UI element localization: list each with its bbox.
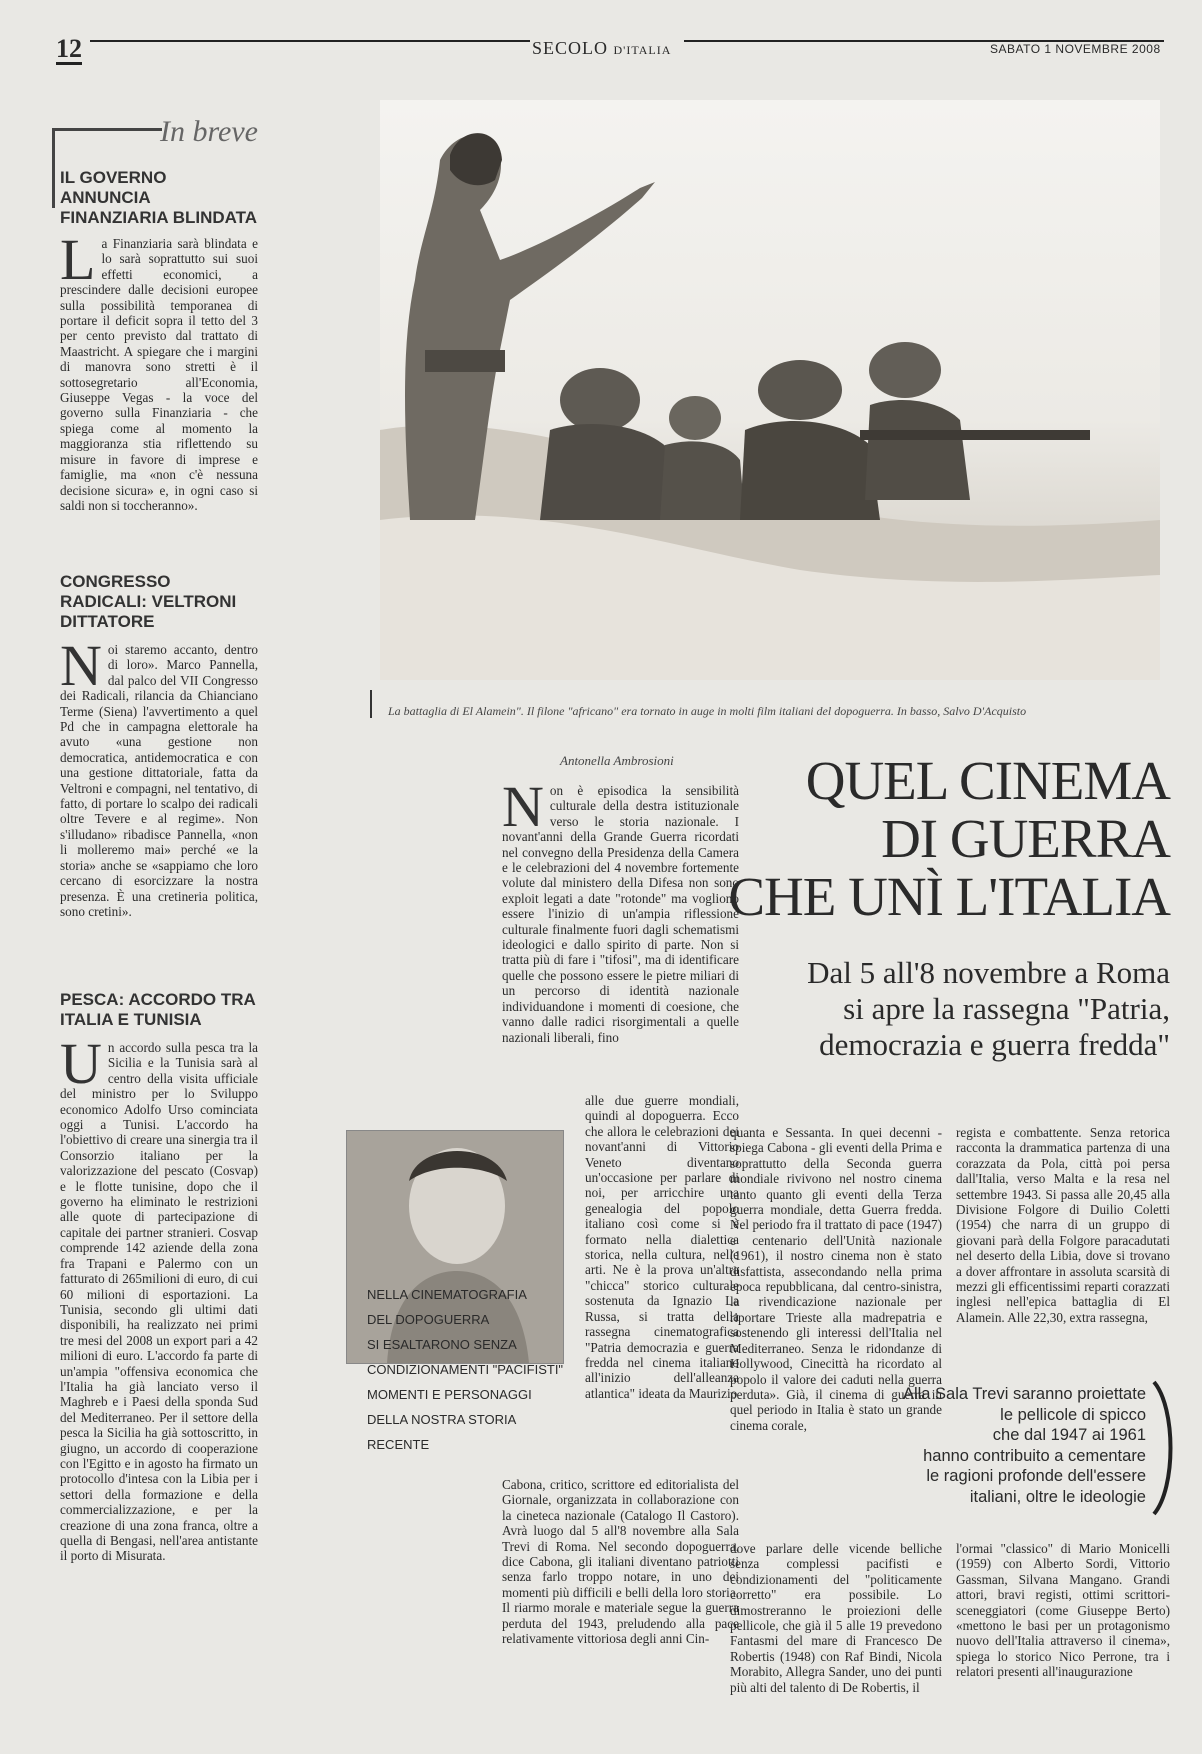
article-col3-bottom-text: l'ormai "classico" di Mario Monicelli (1959) con Alberto Sordi, Vittorio Gassman, Silvana Mangano. Grandi attori, bravi registi, ottimi scrittori-sceneggiatori (come Giuseppe Berto) «mettono le basi per un protagonismo nuovo dell'Italia attraverso il cinema», spiega lo storico Nico Perrone, tra i relatori presenti all'inaugurazione [956,1541,1170,1680]
issue-date: SABATO 1 NOVEMBRE 2008 [990,42,1161,56]
pull-quote-line-3: che dal 1947 ai 1961 [992,1426,1146,1444]
masthead [532,38,671,59]
masthead-title: SECOLO [532,38,609,58]
pull-quote-line-1: Alla Sala Trevi saranno proiettate [902,1385,1146,1403]
inset-caption-line-4: CONDIZIONAMENTI "PACIFISTI" [367,1362,564,1377]
subhead-line-2: si apre la rassegna "Patria, [843,991,1170,1026]
headline-line-2: DI GUERRA [881,808,1170,869]
article-col1-bottom-text: Cabona, critico, scrittore ed editorialista del Giornale, organizzata in collaborazione con la cineteca nazionale (Catalogo Il Castoro). Avrà luogo dal 5 all'8 novembre alla Sala Trevi di Roma. Nel secondo dopoguerra, dice Cabona, gli italiani diventano patriotti senza farlo troppo notare, in uno dei momenti più difficili e belli della loro storia. Il riarmo morale e materiale segue la guerra perduta del 1943, preludendo alla pace relativamente vittoriosa degli anni Cin- [502,1477,739,1647]
brief-1-headline: IL GOVERNO ANNUNCIA FINANZIARIA BLINDATA [60,168,258,227]
article-col2-top-text: quanta e Sessanta. In quei decenni - spiega Cabona - gli eventi della Prima e soprattutto della Seconda guerra mondiale rivivono nel nostro cinema tanto quanto gli eventi della Terza guerra mondiale, detta Guerra fredda. Nel periodo fra il trattato di pace (1947) e centenario dell'Unità nazionale (1961), il nostro cinema non è stato disfattista, assecondando nella prima epoca repubblicana, dal centro-sinistra, la rivendicazione nazionale per riportare Trieste alla madrepatria e sostenendo gli interessi dell'Italia nel Mediterraneo. Senza le ridondanze di Hollywood, Cinecittà ha ricordato al popolo il valore dei caduti nella guerra perduta». Già, il cinema di guerra in quel periodo in Italia è stato un grande cinema corale, [730,1125,942,1433]
brief-2 [60,572,258,919]
pull-quote [903,1384,1146,1507]
brief-3-headline: PESCA: ACCORDO TRA ITALIA E TUNISIA [60,990,256,1029]
masthead-suffix: D'ITALIA [613,43,672,57]
brief-1-body [60,227,258,513]
brief-2-body [60,633,258,919]
inset-caption-line-6: DELLA NOSTRA STORIA RECENTE [367,1412,516,1452]
article-col2-bottom [730,1541,942,1695]
briefs-corner-rule-vertical [52,128,55,208]
pull-quote-line-4: hanno contribuito a cementare [923,1446,1146,1465]
subheadline [807,955,1170,1063]
header-rule-left [90,40,530,42]
headline [728,752,1170,926]
inset-caption [367,1282,573,1457]
briefs-section-tag: In breve [160,115,258,148]
pull-quote-bracket [1150,1378,1180,1518]
subhead-line-3: democrazia e guerra fredda" [819,1027,1170,1062]
article-col1-top-text: on è episodica la sensibilità culturale della destra istituzionale verso le storia nazionale. I novant'anni della Grande Guerra ricordati nel convegno della Presidenza della Camera e le celebrazioni del 4 novembre fortemente volute dal ministero della Difesa non sono exploit legati a date "rotonde" ma vogliono essere l'inizio di un'ampia riflessione culturale finalmente fuori dagli schematismi ideologici e dallo spirito di parte. Non si tratta più di fare i "tifosi", ma di identificare quelle che possono essere le pietre miliari di un percorso di identità nazionale individuandone i momenti di coesione, che vanno dalle radici risorgimentali a quelle nazionali liberali, fino [502,783,739,1045]
article-col1-narrow-text: alle due guerre mondiali, quindi al dopoguerra. Ecco che allora le celebrazioni dei novant'anni di Vittorio Veneto diventano un'occasione per parlare di noi, per arricchire una genealogia del popolo italiano così come si è formato nella dialettica storica, nella cultura, nelle arti. Ne è la prova un'altra "chicca" storico culturale sostenuta da Ignazio La Russa, si tratta della rassegna cinematografica "Patria democrazia e guerra fredda nel cinema italiano all'inizio dell'alleanza atlantica" ideata da Maurizio [585,1093,739,1401]
brief-3-text: n accordo sulla pesca tra la Sicilia e la Tunisia sarà al centro della visita ufficiale del ministro per lo Sviluppo economico Adolfo Urso cominciata oggi a Tunisi. L'accordo ha l'obiettivo di creare una sinergia tra il Consorzio italiano per la valorizzazione del pescato (Cosvap) e le flotte tunisine, dopo che il governo ha eliminato le restrizioni alle quote di partecipazione di capitale dei partner stranieri. Cosvap comprende 142 aziende della zona fra Trapani e Palermo con un fatturato di 265milioni di euro, di cui 60 milioni di esportazioni. La Tunisia, secondo gli ultimi dati disponibili, ha realizzato nei primi tre mesi del 2008 un export pari a 42 milioni di euro. L'accordo fa parte di un'ampia "offensiva economica che l'Italia ha già lanciato verso il Maghreb e i Paesi della sponda Sud del Mediterraneo. Per il settore della pesca la Sicilia ha già sottoscritto, in giugno, un accordo di cooperazione con l'Egitto e in agosto ha firmato un protocollo d'intesa con la Libia per i settori della formazione e della commercializzazione, e per la creazione di una zona franca, oltre a quella di Bengasi, nell'area antistante il porto di Misurata. [60,1040,258,1564]
article-col3-bottom [956,1541,1170,1680]
inset-caption-line-2: DEL DOPOGUERRA [367,1312,490,1327]
war-photo [380,100,1160,680]
pull-quote-line-5: le ragioni profonde dell'essere [926,1467,1146,1485]
article-col1-bottom [502,1477,739,1646]
byline: Antonella Ambrosioni [560,753,674,768]
article-col2-bottom-text: dove parlare delle vicende belliche senza complessi pacifisti e condizionamenti del "politicamente corretto" era possibile. Lo dimostreranno le proiezioni delle pellicole, che già il 5 alle 19 prevedono Fantasmi del mare di Francesco De Robertis (1948) con Raf Bindi, Nicola Morabito, Allegra Sander, uno dei punti più alti del talento di De Robertis, il [730,1541,942,1695]
article-col3-top-text: regista e combattente. Senza retorica racconta la drammatica partenza di una corazzata da Pola, città poi persa dall'Italia, verso Malta e la resa nel settembre 1943. Si passa alle 20,45 alla Divisione Folgore di Duilio Coletti (1954) che narra di un gruppo di giovani parà della Folgore paracadutati nel deserto della Libia, dove si trovano a dover affrontare in assoluta scarsità di mezzi gli efficentissimi reparti corazzati inglesi nell'epica battaglia di El Alamein. Alle 22,30, extra rassegna, [956,1125,1170,1325]
inset-caption-line-5: MOMENTI E PERSONAGGI [367,1387,532,1402]
brief-1-text: a Finanziaria sarà blindata e lo sarà soprattutto sui suoi effetti economici, a prescindere dalle decisioni europee sulla possibilità temporanea di portare il deficit sopra il tetto del 3 per cento previsto dal trattato di Maastricht. A spiegare che i margini di manovra sono stretti è il sottosegretario all'Economia, Giuseppe Vegas - la voce del governo sulla Finanziaria - che spiega come al momento la maggioranza stia riflettendo su misure in favore di imprese e famiglie, ma «non c'è nessuna decisione sicura» e, in ogni caso si saldi non si toccheranno». [60,236,258,513]
brief-1-dropcap: L [60,227,96,292]
brief-3 [60,990,258,1564]
subhead-line-1: Dal 5 all'8 novembre a Roma [807,955,1170,990]
headline-line-1: QUEL CINEMA [805,750,1170,811]
headline-line-3: CHE UNÌ L'ITALIA [728,866,1170,927]
brief-1 [60,168,258,513]
brief-3-body [60,1031,258,1564]
article-col1-top [502,774,739,1045]
page-number: 12 [56,34,82,63]
soldiers-illustration [380,100,1160,680]
briefs-corner-rule [52,128,162,131]
photo-caption: La battaglia di El Alamein". Il filone "africano" era tornato in auge in molti film italiani del dopoguerra. In basso, Salvo D'Acquisto [388,704,1027,718]
brief-2-dropcap: N [60,633,102,698]
caption-rule [370,690,372,718]
brief-2-text: oi staremo accanto, dentro di loro». Marco Pannella, dal palco del VII Congresso dei Radicali, rilancia da Chianciano Terme (Siena) l'avvertimento a quel Pd che in campagna elettorale ha avuto «una gestione non democratica, antidemocratica e con una gestione dittatoriale, fatta da Veltroni e compagni, nel tentativo, di fatto, di portare lo scalpo dei radicali oltre Tevere e al regime». Non s'illudano» ribadisce Pannella, «non li molleremo mai» perché «e la storia» anche se «sappiamo che loro cercano di esorcizzare la nostra presenza. È una cretineria politica, sono cretini». [60,642,258,919]
brief-3-dropcap: U [60,1031,102,1096]
pull-quote-line-6: italiani, oltre le ideologie [969,1487,1146,1506]
article-dropcap: N [502,774,544,839]
inset-caption-line-1: NELLA CINEMATOGRAFIA [367,1287,527,1302]
article-col3-top [956,1125,1170,1325]
brief-2-headline: CONGRESSO RADICALI: VELTRONI DITTATORE [60,572,237,631]
pull-quote-line-2: le pellicole di spicco [1000,1405,1146,1424]
article-col1-narrow [585,1093,739,1401]
inset-caption-line-3: SI ESALTARONO SENZA [367,1337,517,1352]
